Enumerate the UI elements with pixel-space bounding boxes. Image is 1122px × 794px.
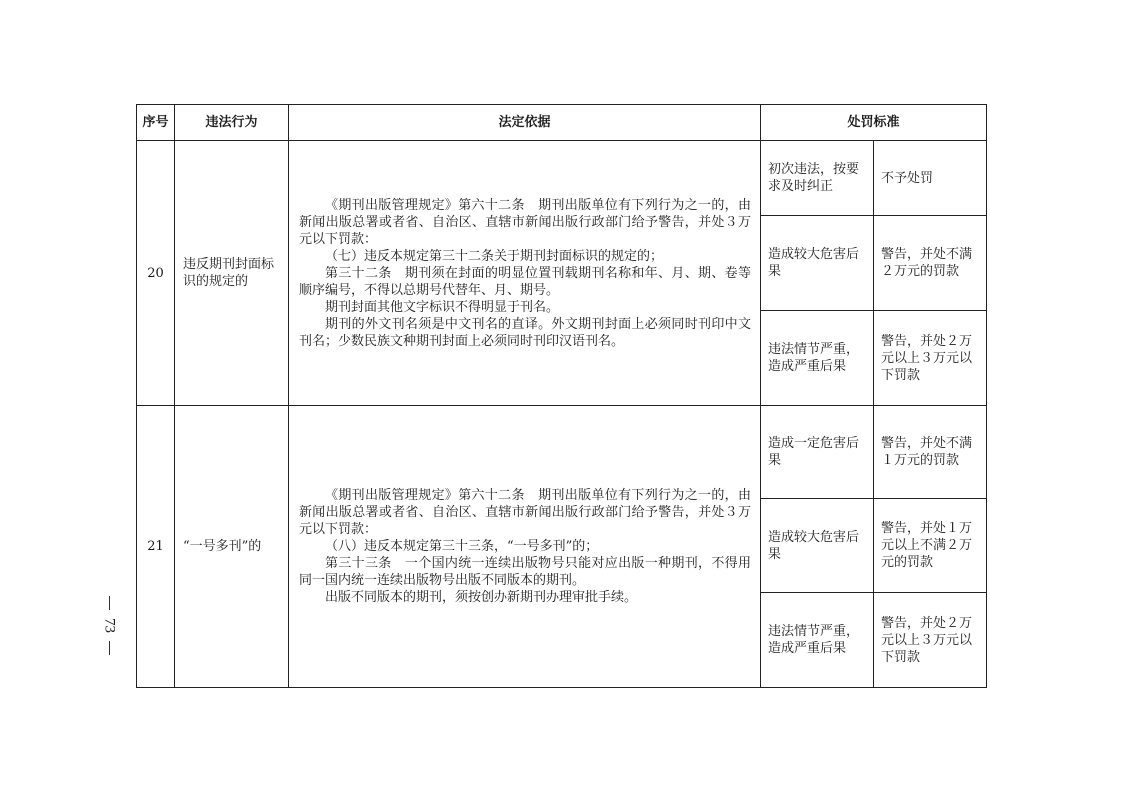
row-21-basis-text <box>299 487 751 606</box>
row-20-violation-text: 违反期刊封面标识的规定的 <box>183 257 275 289</box>
basis-paragraph: 出版不同版本的期刊，须按创办新期刊办理审批手续。 <box>325 590 638 605</box>
row-21-no: 21 <box>137 406 175 687</box>
row-20-basis-text <box>299 197 751 350</box>
row-21-penalty-condition-1: 造成一定危害后果 <box>761 406 874 499</box>
row-21-violation-text: “一号多刊”的 <box>183 539 262 554</box>
row-21-penalty-standard-1: 警告，并处不满１万元的罚款 <box>874 406 986 499</box>
basis-paragraph: （八）违反本规定第三十三条，“一号多刊”的； <box>325 539 599 554</box>
row-20-penalty-condition-3: 违法情节严重，造成严重后果 <box>761 311 874 406</box>
basis-paragraph: 《期刊出版管理规定》第六十二条 期刊出版单位有下列行为之一的，由新闻出版总署或者省、自治区、直辖市新闻出版行政部门给予警告，并处３万元以下罚款： <box>299 197 751 247</box>
row-21-basis <box>289 406 761 687</box>
row-21-penalty-condition-2: 造成较大危害后果 <box>761 499 874 593</box>
basis-paragraph: 《期刊出版管理规定》第六十二条 期刊出版单位有下列行为之一的，由新闻出版总署或者省、自治区、直辖市新闻出版行政部门给予警告，并处３万元以下罚款： <box>299 488 751 537</box>
page-number <box>98 592 120 672</box>
row-21-penalty-standard-2: 警告，并处１万元以上不满２万元的罚款 <box>874 499 986 593</box>
row-20-penalty-condition-2: 造成较大危害后果 <box>761 216 874 311</box>
basis-paragraph: 期刊的外文刊名须是中文刊名的直译。外文期刊封面上必须同时刊印中文刊名；少数民族文种期刊封面上必须同时刊印汉语刊名。 <box>299 316 751 349</box>
basis-paragraph: 期刊封面其他文字标识不得明显于刊名。 <box>325 299 560 315</box>
row-20-penalty-standard-1: 不予处罚 <box>874 141 986 216</box>
row-20-penalty-standard-2: 警告，并处不满２万元的罚款 <box>874 216 986 311</box>
row-20-penalty-standard-3: 警告，并处２万元以上３万元以下罚款 <box>874 311 986 406</box>
header-basis: 法定依据 <box>289 105 761 141</box>
page-number-dash-top <box>109 596 110 610</box>
page-number-text: 73 <box>101 618 118 633</box>
header-violation: 违法行为 <box>175 105 289 141</box>
page-number-dash-bottom <box>109 641 110 655</box>
row-20-basis <box>289 141 761 406</box>
row-21-penalty-condition-3: 违法情节严重，造成严重后果 <box>761 593 874 687</box>
row-21-violation <box>175 406 289 687</box>
row-20-no: 20 <box>137 141 175 406</box>
row-20-penalty-condition-1: 初次违法，按要求及时纠正 <box>761 141 874 216</box>
basis-paragraph: 第三十二条 期刊须在封面的明显位置刊载期刊名称和年、月、期、卷等顺序编号，不得以总期号代替年、月、期号。 <box>299 265 751 298</box>
header-no: 序号 <box>137 105 175 141</box>
penalty-table <box>136 104 987 688</box>
basis-paragraph: 第三十三条 一个国内统一连续出版物号只能对应出版一种期刊，不得用同一国内统一连续出版物号出版不同版本的期刊。 <box>299 556 751 588</box>
row-21-penalty-standard-3: 警告，并处２万元以上３万元以下罚款 <box>881 615 973 665</box>
row-20-violation <box>175 141 289 406</box>
basis-paragraph: （七）违反本规定第三十二条关于期刊封面标识的规定的； <box>325 248 664 264</box>
header-penalty: 处罚标准 <box>761 105 986 141</box>
